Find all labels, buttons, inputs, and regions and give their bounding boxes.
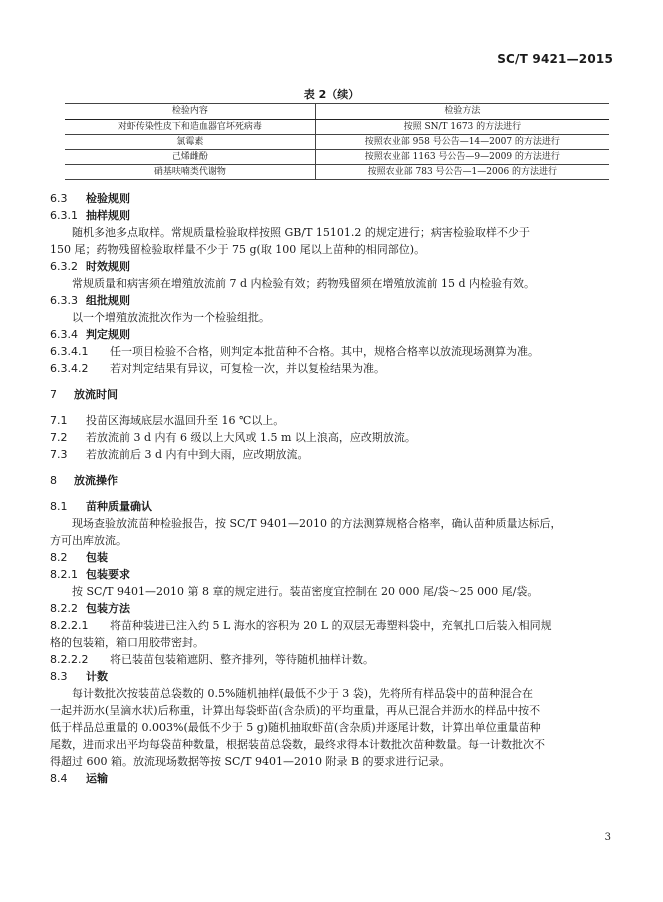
paragraph: 以一个增殖放流批次作为一个检验组批。 [72, 311, 270, 324]
section-title: 苗种质量确认 [86, 500, 152, 513]
section-heading-8-4 [50, 770, 610, 787]
column-header-content: 检验内容 [65, 104, 315, 120]
clause-number: 6.3.4.2 [50, 362, 89, 375]
section-heading-8-2-2 [50, 600, 610, 617]
table-title: 表 2（续） [303, 88, 360, 101]
clause-text: 若对判定结果有异议，可复检一次，并以复检结果为准。 [110, 362, 385, 375]
clause-text: 将已装苗包装箱遮阴、整齐排列，等待随机抽样计数。 [110, 653, 374, 666]
clause-number: 8.2.2.1 [50, 619, 89, 632]
paragraph: 随机多池多点取样。常规质量检验取样按照 GB/T 15101.2 的规定进行；病害检验取样不少于 [72, 226, 530, 239]
section-heading-8 [50, 472, 610, 489]
paragraph: 常规质量和病害须在增殖放流前 7 d 内检验有效；药物残留须在增殖放流前 15 d 内检验有效。 [72, 277, 536, 290]
section-heading-6-3-3 [50, 292, 610, 309]
section-number: 8.2 [50, 551, 68, 564]
clause-number: 7.3 [50, 448, 68, 461]
clause-number: 7.1 [50, 414, 68, 427]
clause-text: 任一项目检验不合格，则判定本批苗种不合格。其中，规格合格率以放流现场测算为准。 [110, 345, 539, 358]
table-row [65, 165, 609, 180]
paragraph: 每计数批次按装苗总袋数的 0.5%随机抽样(最低不少于 3 袋)，先将所有样品袋中的苗种混合在 [72, 687, 534, 700]
paragraph-continued: 方可出库放流。 [50, 534, 127, 547]
clause-8-2-2-1 [50, 617, 610, 634]
table-header-row [65, 104, 609, 120]
section-title: 放流时间 [74, 388, 118, 401]
clause-text: 投苗区海域底层水温回升至 16 ℃以上。 [86, 414, 285, 427]
section-title: 组批规则 [86, 294, 130, 307]
column-header-method: 检验方法 [315, 104, 609, 120]
section-number: 8.2.1 [50, 568, 78, 581]
clause-7-3 [50, 446, 610, 463]
table-cell: 硝基呋喃类代谢物 [65, 165, 315, 180]
table-cell: 按照农业部 1163 号公告—9—2009 的方法进行 [315, 150, 609, 165]
table-cell: 按照农业部 783 号公告—1—2006 的方法进行 [315, 165, 609, 180]
section-heading-7 [50, 386, 610, 403]
section-heading-8-2-1 [50, 566, 610, 583]
clause-number: 6.3.4.1 [50, 345, 89, 358]
section-number: 8.1 [50, 500, 68, 513]
section-number: 6.3.1 [50, 209, 78, 222]
table-cell: 氯霉素 [65, 135, 315, 150]
section-title: 包装要求 [86, 568, 130, 581]
section-title: 判定规则 [86, 328, 130, 341]
standard-code: SC/T 9421—2015 [497, 52, 613, 66]
paragraph: 现场查验放流苗种检验报告，按 SC/T 9401—2010 的方法测算规格合格率，确认苗种质量达标后， [72, 517, 562, 530]
section-number: 6.3.3 [50, 294, 78, 307]
section-number: 7 [50, 388, 57, 401]
section-title: 运输 [86, 772, 108, 785]
clause-text-continued: 格的包装箱，箱口用胶带密封。 [50, 636, 204, 649]
clause-text: 将苗种装进已注入约 5 L 海水的容积为 20 L 的双层无毒塑料袋中，充氧扎口后装入相同规 [110, 619, 552, 632]
section-title: 抽样规则 [86, 209, 130, 222]
section-title: 放流操作 [74, 474, 118, 487]
section-title: 时效规则 [86, 260, 130, 273]
table-cell: 己烯雌酚 [65, 150, 315, 165]
section-number: 8.2.2 [50, 602, 78, 615]
section-heading-6-3 [50, 190, 610, 207]
section-heading-6-3-4 [50, 326, 610, 343]
section-number: 8.4 [50, 772, 68, 785]
table-cell: 按照农业部 958 号公告—14—2007 的方法进行 [315, 135, 609, 150]
clause-text: 若放流前 3 d 内有 6 级以上大风或 1.5 m 以上浪高，应改期放流。 [86, 431, 416, 444]
section-heading-6-3-2 [50, 258, 610, 275]
paragraph: 按 SC/T 9401—2010 第 8 章的规定进行。装苗密度宜控制在 20 000 尾/袋～25 000 尾/袋。 [72, 585, 539, 598]
paragraph-continued: 一起并沥水(呈滴水状)后称重，计算出每袋虾苗(含杂质)的平均重量，再从已混合并沥水的样品中按不 [50, 704, 541, 717]
table-cell: 对虾传染性皮下和造血器官坏死病毒 [65, 120, 315, 135]
section-number: 8 [50, 474, 57, 487]
clause-8-2-2-2 [50, 651, 610, 668]
section-number: 8.3 [50, 670, 68, 683]
section-heading-8-2 [50, 549, 610, 566]
body-text [50, 190, 610, 787]
paragraph-continued: 150 尾；药物残留检验取样量不少于 75 g(取 100 尾以上苗种的相同部位)。 [50, 243, 426, 256]
section-heading-6-3-1 [50, 207, 610, 224]
section-number: 6.3.2 [50, 260, 78, 273]
clause-6-3-4-1 [50, 343, 610, 360]
section-title: 计数 [86, 670, 108, 683]
section-number: 6.3.4 [50, 328, 78, 341]
paragraph-continued: 得超过 600 箱。放流现场数据等按 SC/T 9401—2010 附录 B 的要求进行记录。 [50, 755, 451, 768]
section-title: 检验规则 [86, 192, 130, 205]
paragraph-continued: 低于样品总重量的 0.003%(最低不少于 5 g)随机抽取虾苗(含杂质)并逐尾计数，计算出单位重量苗种 [50, 721, 541, 734]
table-row [65, 135, 609, 150]
section-title: 包装 [86, 551, 108, 564]
section-heading-8-1 [50, 498, 610, 515]
clause-number: 7.2 [50, 431, 68, 444]
inspection-table [65, 103, 609, 180]
section-heading-8-3 [50, 668, 610, 685]
clause-7-2 [50, 429, 610, 446]
clause-text: 若放流前后 3 d 内有中到大雨，应改期放流。 [86, 448, 309, 461]
clause-number: 8.2.2.2 [50, 653, 89, 666]
section-title: 包装方法 [86, 602, 130, 615]
clause-7-1 [50, 412, 610, 429]
table-row [65, 120, 609, 135]
section-number: 6.3 [50, 192, 68, 205]
table-cell: 按照 SN/T 1673 的方法进行 [315, 120, 609, 135]
table-row [65, 150, 609, 165]
paragraph-continued: 尾数，进而求出平均每袋苗种数量，根据装苗总袋数，最终求得本计数批次苗种数量。每一计数批次不 [50, 738, 545, 751]
page-number: 3 [604, 832, 611, 843]
clause-6-3-4-2 [50, 360, 610, 377]
